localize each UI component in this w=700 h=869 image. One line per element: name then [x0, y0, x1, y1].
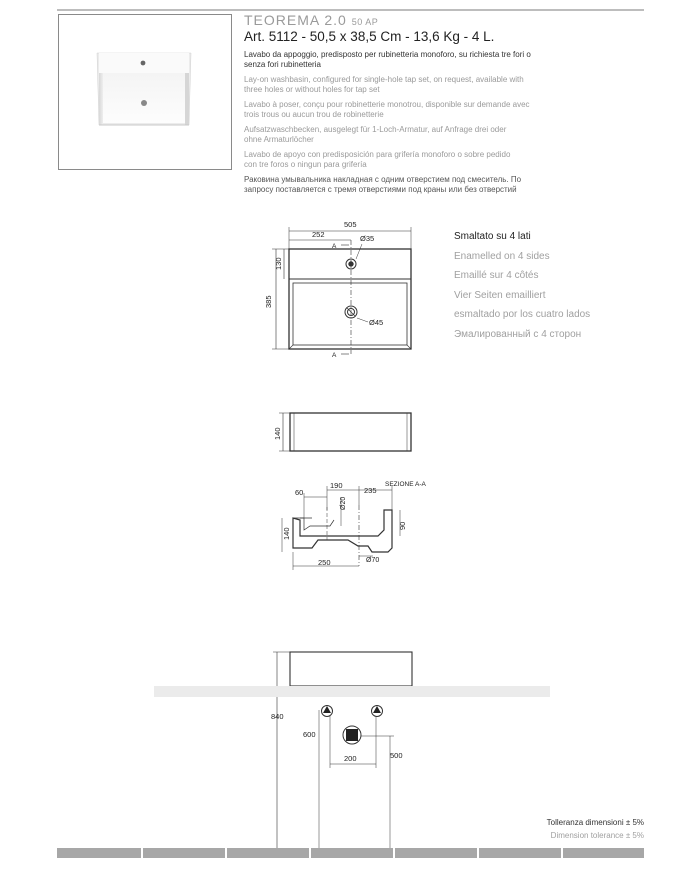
dim-385: 385: [264, 295, 273, 308]
tolerance-note: [547, 816, 644, 842]
article-line: Art. 5112 - 50,5 x 38,5 Cm - 13,6 Kg - 4 L.: [244, 29, 495, 44]
tolerance-en: Dimension tolerance ± 5%: [550, 831, 644, 840]
description-fr: Lavabo à poser, conçu pour robinetterie monotrou, disponible sur demande avec trois trous ou aucun trou de robinetterie: [244, 100, 530, 119]
dim-60: 60: [295, 488, 304, 497]
dim-600: 600: [303, 730, 316, 739]
dim-90: 90: [398, 521, 407, 530]
dim-840: 840: [271, 712, 284, 721]
floor-divider: [393, 847, 395, 859]
section-mark-bottom: A: [332, 352, 337, 359]
water-inlet-right-icon: [372, 706, 383, 717]
front-view-drawing: [279, 413, 411, 451]
floor-divider: [477, 847, 479, 859]
series-code: 50 AP: [351, 17, 379, 27]
countertop-band: [154, 686, 550, 697]
series-name: TEOREMA 2.0: [244, 12, 347, 28]
dim-252: 252: [312, 230, 325, 239]
dim-200: 200: [344, 754, 357, 763]
floor-divider: [225, 847, 227, 859]
floor-divider: [561, 847, 563, 859]
description-es: Lavabo de apoyo con predisposición para grifería monoforo o sobre pedido con tre foros o ningun para grifería: [244, 150, 511, 169]
finish-en: Enamelled on 4 sides: [454, 250, 550, 262]
top-view-drawing: [272, 227, 411, 354]
dim-drain: Ø45: [369, 318, 384, 327]
finish-it: Smaltato su 4 lati: [454, 231, 531, 242]
dim-140-section: 140: [282, 527, 291, 540]
description-ru: Раковина умывальника накладная с одним отверстием под смеситель. По запросу поставляется с тремя отверстиями под краны или без отверстий: [244, 175, 522, 194]
finish-es: esmaltado por los cuatro lados: [454, 309, 591, 320]
dim-d70: Ø70: [366, 557, 380, 564]
floor-divider: [141, 847, 143, 859]
tolerance-it: Tolleranza dimensioni ± 5%: [546, 818, 644, 827]
description-en: Lay-on washbasin, configured for single-hole tap set, on request, available with three holes or without holes for tap set: [244, 75, 524, 94]
water-inlet-left-icon: [322, 706, 333, 717]
finish-ru: Эмалированный с 4 сторон: [454, 328, 582, 340]
floor-divider: [309, 847, 311, 859]
dim-130: 130: [274, 257, 283, 270]
dim-235: 235: [364, 486, 377, 495]
finish-de: Vier Seiten emailliert: [454, 289, 546, 301]
dim-500: 500: [390, 751, 403, 760]
floor-bar: [57, 848, 644, 858]
finish-fr: Emaillé sur 4 côtés: [454, 270, 539, 281]
dim-tap-hole: Ø35: [360, 234, 375, 243]
dim-d20: Ø20: [340, 496, 347, 510]
dim-505: 505: [344, 220, 357, 229]
drain-outlet-icon: [343, 726, 361, 744]
installation-drawing: [273, 652, 412, 848]
dim-190: 190: [330, 481, 343, 490]
description-de: Aufsatzwaschbecken, ausgelegt für 1-Loch-Armatur, auf Anfrage drei oder ohne Armaturlöcher: [244, 125, 507, 144]
description-it: Lavabo da appoggio, predisposto per rubinetteria monoforo, su richiesta tre fori o senza fori rubinetteria: [244, 50, 531, 69]
dim-140-front: 140: [273, 427, 282, 440]
section-title: SEZIONE A-A: [385, 481, 426, 488]
section-mark-top: A: [332, 243, 337, 250]
dim-250: 250: [318, 558, 331, 567]
